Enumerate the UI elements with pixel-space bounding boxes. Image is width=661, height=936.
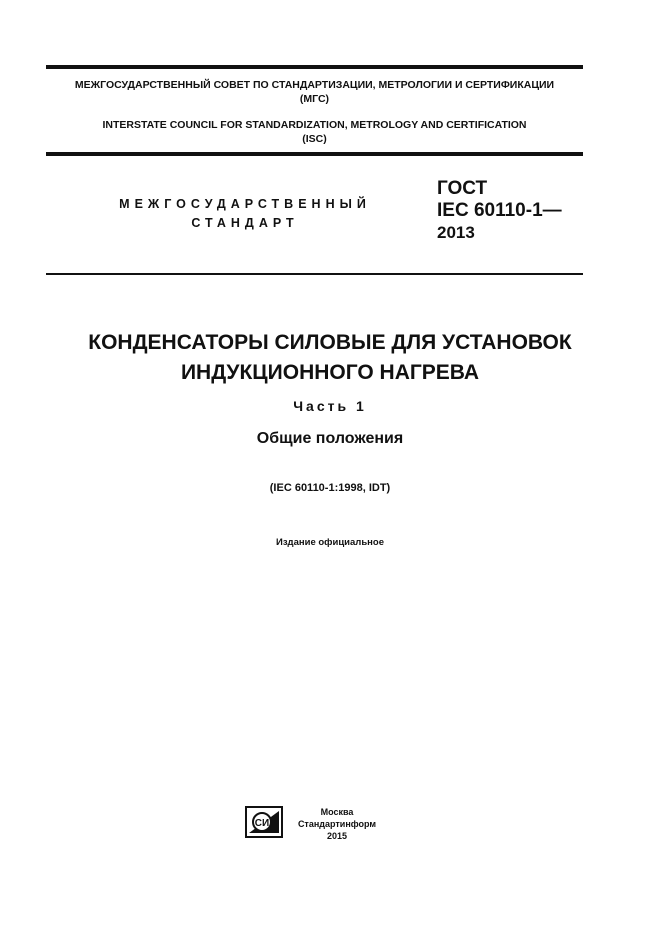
document-title	[30, 328, 630, 388]
publisher-name: Стандартинформ	[297, 819, 377, 829]
header-bottom-rule	[46, 152, 583, 156]
council-ru	[46, 78, 583, 106]
standard-type	[110, 195, 380, 233]
publisher-city: Москва	[320, 807, 354, 817]
council-en-name: INTERSTATE COUNCIL FOR STANDARDIZATION, METROLOGY AND CERTIFICATION	[102, 119, 527, 131]
council-ru-abbr: (МГС)	[299, 93, 330, 105]
title-line1: КОНДЕНСАТОРЫ СИЛОВЫЕ ДЛЯ УСТАНОВОК	[88, 331, 572, 354]
iec-reference: (IEC 60110-1:1998, IDT)	[269, 482, 391, 494]
logo-letters: СИ	[254, 818, 270, 829]
gost-label: ГОСТ	[437, 178, 488, 199]
gost-year: 2013	[437, 223, 475, 242]
publisher-year: 2015	[326, 831, 348, 841]
standard-type-line2: СТАНДАРТ	[191, 216, 299, 230]
document-subtitle: Общие положения	[256, 430, 404, 447]
publisher-info	[292, 806, 382, 842]
gost-number: IEC 60110-1—	[437, 200, 562, 221]
council-ru-name: МЕЖГОСУДАРСТВЕННЫЙ СОВЕТ ПО СТАНДАРТИЗАЦИИ, МЕТРОЛОГИИ И СЕРТИФИКАЦИИ	[74, 79, 555, 91]
council-en-abbr: (ISC)	[302, 133, 327, 145]
council-en	[46, 118, 583, 146]
standartinform-logo-icon	[245, 806, 283, 838]
edition-note: Издание официальное	[276, 537, 384, 548]
standard-type-line1: МЕЖГОСУДАРСТВЕННЫЙ	[119, 197, 371, 211]
part-label: Часть 1	[293, 398, 367, 414]
gost-designation	[437, 178, 597, 244]
title-line2: ИНДУКЦИОННОГО НАГРЕВА	[180, 361, 480, 384]
top-rule	[46, 65, 583, 69]
designation-rule	[46, 273, 583, 275]
